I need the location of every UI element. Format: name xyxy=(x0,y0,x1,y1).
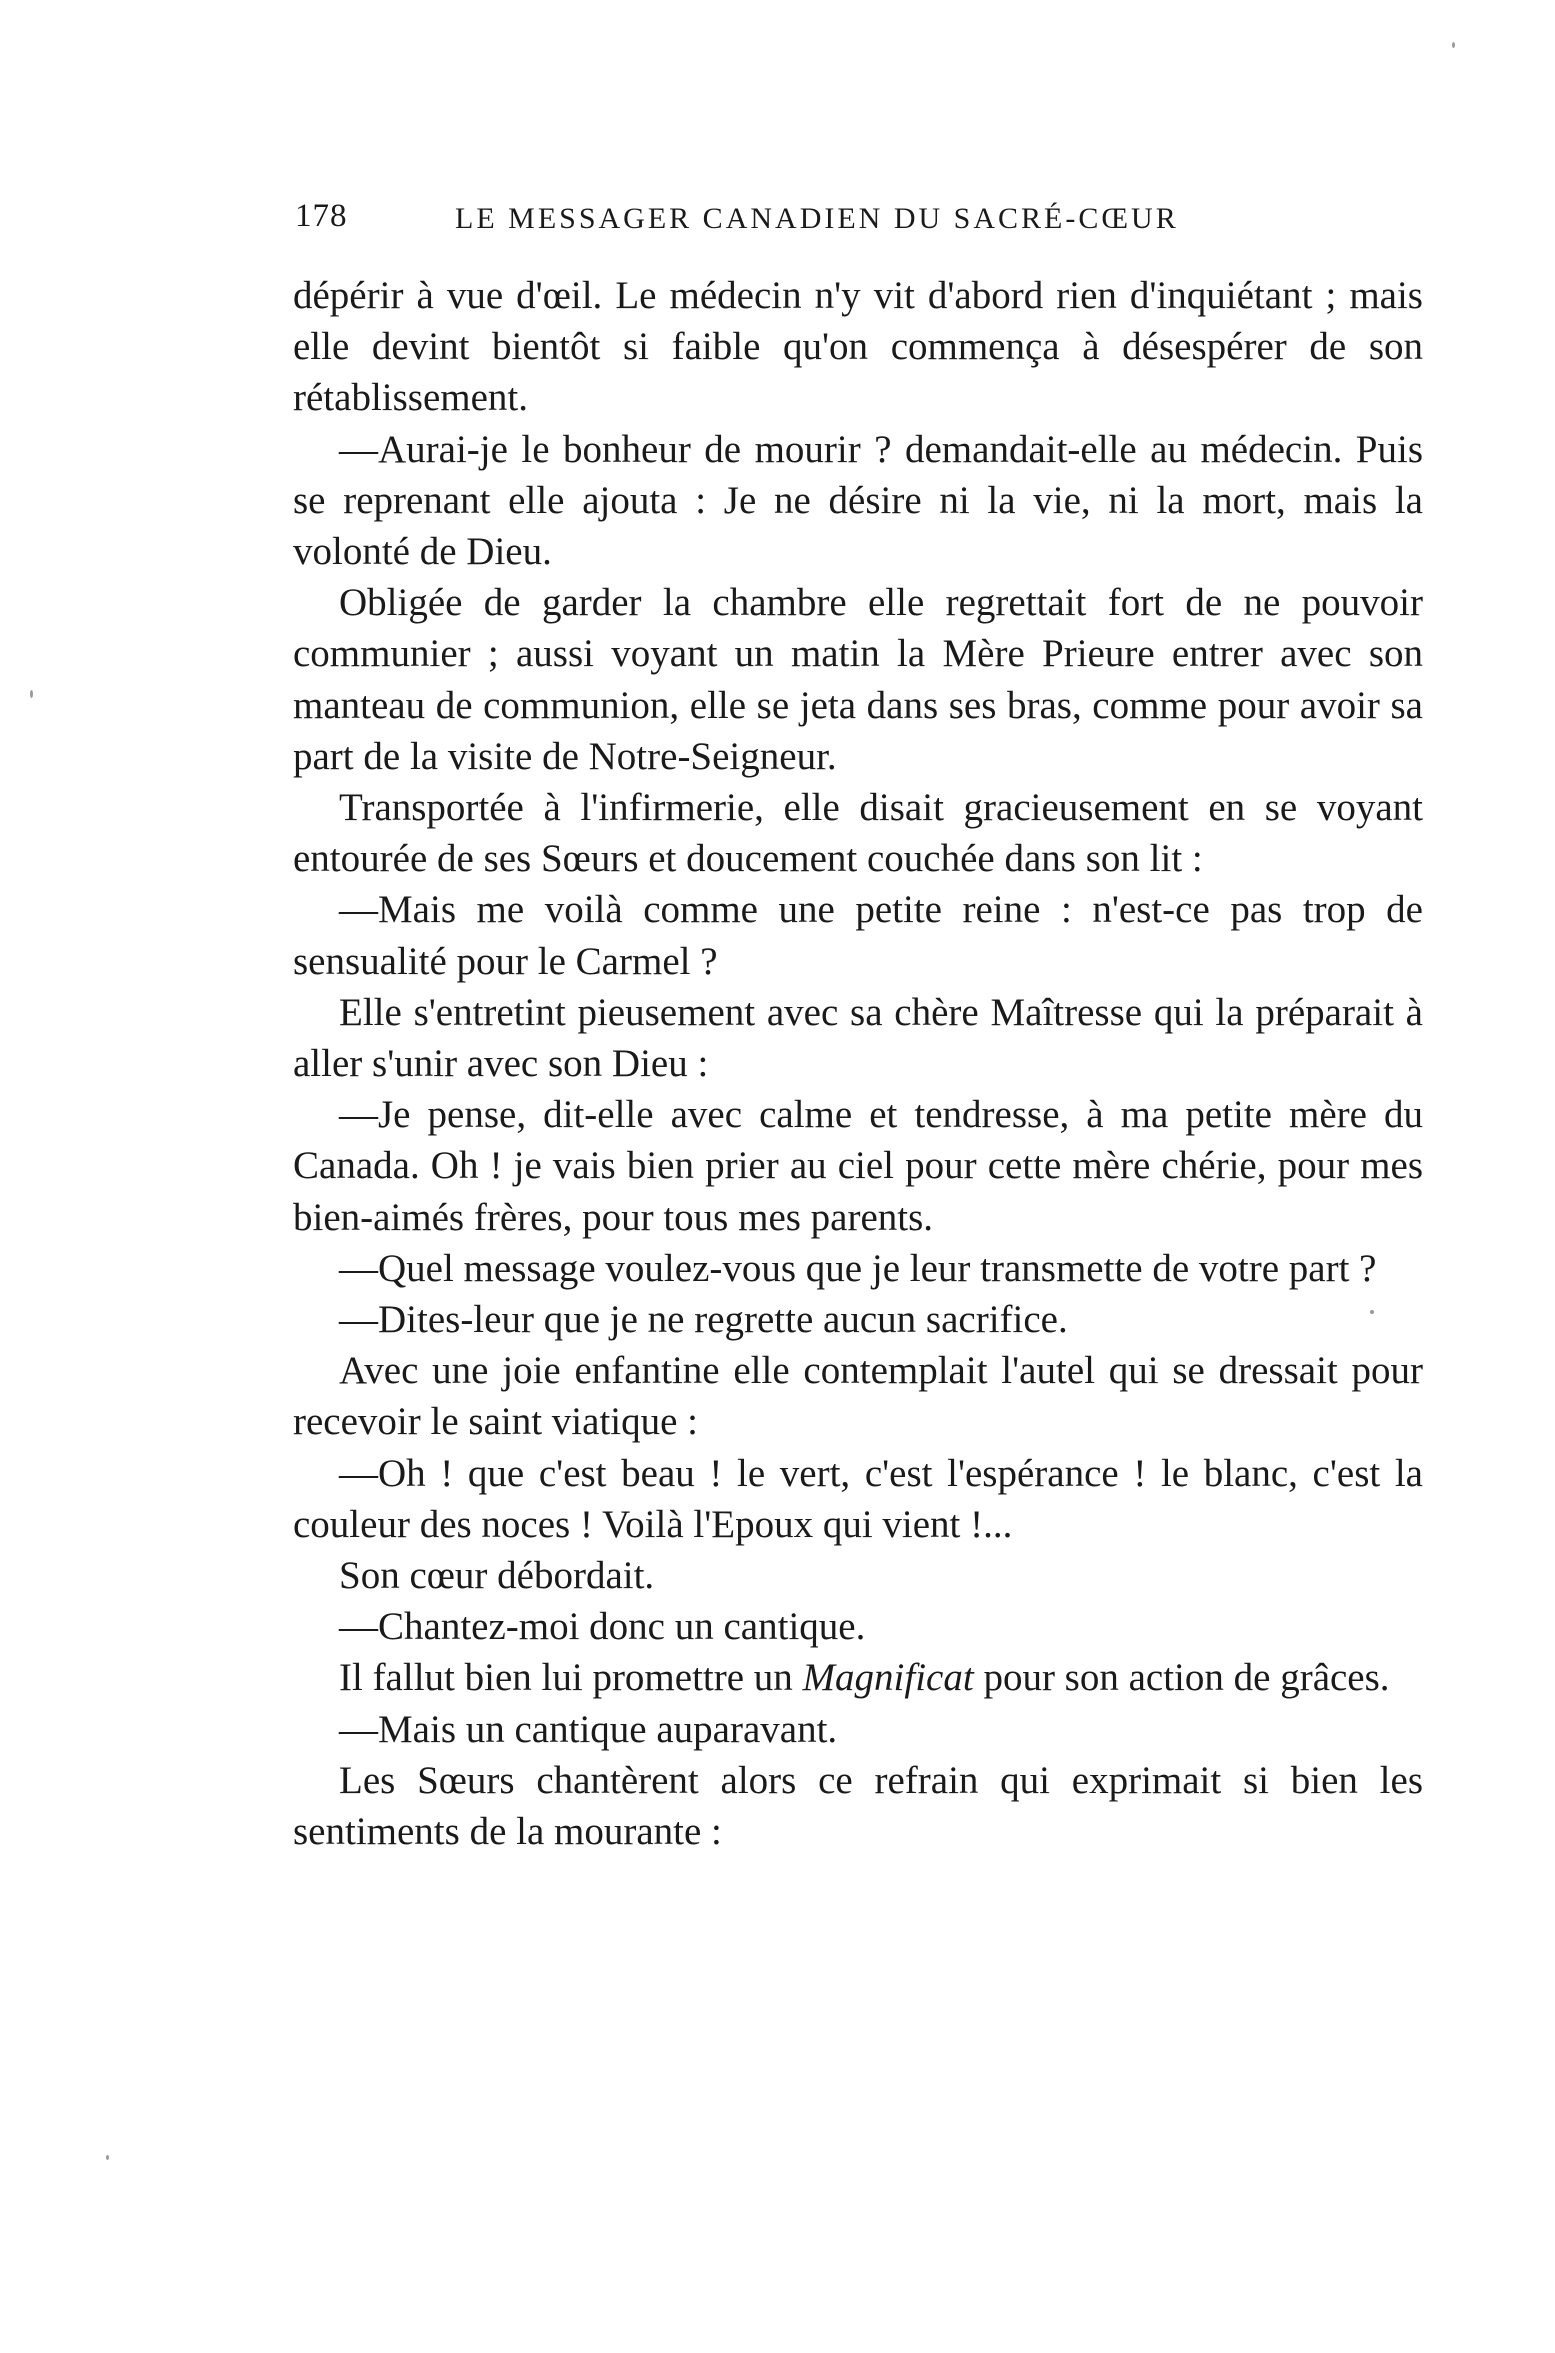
paragraph-1: dépérir à vue d'œil. Le médecin n'y vit d'abord rien d'inquiétant ; mais elle devint bientôt si faible qu'on commença à désespérer de son rétablissement. xyxy=(293,274,1423,420)
paragraph-11: —Oh ! que c'est beau ! le vert, c'est l'espérance ! le blanc, c'est la couleur des noces ! Voilà l'Epoux qui vient !... xyxy=(293,1451,1423,1546)
scan-speck xyxy=(1452,42,1455,48)
paragraph-3: Obligée de garder la chambre elle regrettait fort de ne pouvoir communier ; aussi voyant un matin la Mère Prieure entrer avec son manteau de communion, elle se jeta dans ses bras, comme pour avoir sa part de la visite de Notre-Seigneur. xyxy=(293,581,1423,778)
paragraph-10: Avec une joie enfantine elle contemplait l'autel qui se dressait pour recevoir le saint viatique : xyxy=(293,1349,1423,1444)
paragraph-7: —Je pense, dit-elle avec calme et tendresse, à ma petite mère du Canada. Oh ! je vais bien prier au ciel pour cette mère chérie, pour mes bien-aimés frères, pour tous mes parents. xyxy=(293,1093,1423,1239)
running-title: LE MESSAGER CANADIEN DU SACRÉ-CŒUR xyxy=(455,202,1179,235)
paragraph-2: —Aurai-je le bonheur de mourir ? demandait-elle au médecin. Puis se reprenant elle ajouta : Je ne désire ni la vie, ni la mort, mais la volonté de Dieu. xyxy=(293,427,1423,574)
paragraph-6: Elle s'entretint pieusement avec sa chère Maîtresse qui la préparait à aller s'unir avec son Dieu : xyxy=(293,990,1423,1086)
scan-speck xyxy=(106,2155,109,2160)
paragraph-8: —Quel message voulez-vous que je leur transmette de votre part ? xyxy=(339,1246,1377,1290)
page-number: 178 xyxy=(295,198,348,234)
paragraph-4: Transportée à l'infirmerie, elle disait gracieusement en se voyant entourée de ses Sœurs et doucement couchée dans son lit : xyxy=(293,786,1423,881)
body-text xyxy=(293,270,1423,1857)
paragraph-13: —Chantez-moi donc un cantique. xyxy=(339,1605,866,1649)
scan-speck xyxy=(1370,1310,1374,1314)
magnificat-before: Il fallut bien lui promettre un xyxy=(339,1656,803,1700)
paragraph-9: —Dites-leur que je ne regrette aucun sacrifice. xyxy=(339,1298,1068,1342)
scan-speck xyxy=(30,690,33,698)
magnificat-italic: Magnificat xyxy=(802,1656,974,1700)
magnificat-after: pour son action de grâces. xyxy=(973,1656,1390,1700)
paragraph-15: —Mais un cantique auparavant. xyxy=(339,1707,838,1751)
paragraph-12: Son cœur débordait. xyxy=(339,1554,655,1598)
paragraph-5: —Mais me voilà comme une petite reine : n'est-ce pas trop de sensualité pour le Carmel ? xyxy=(293,888,1423,983)
paragraph-16: Les Sœurs chantèrent alors ce refrain qui exprimait si bien les sentiments de la mourante : xyxy=(293,1758,1423,1854)
paragraph-14 xyxy=(293,1652,1423,1703)
running-head xyxy=(295,198,1295,248)
